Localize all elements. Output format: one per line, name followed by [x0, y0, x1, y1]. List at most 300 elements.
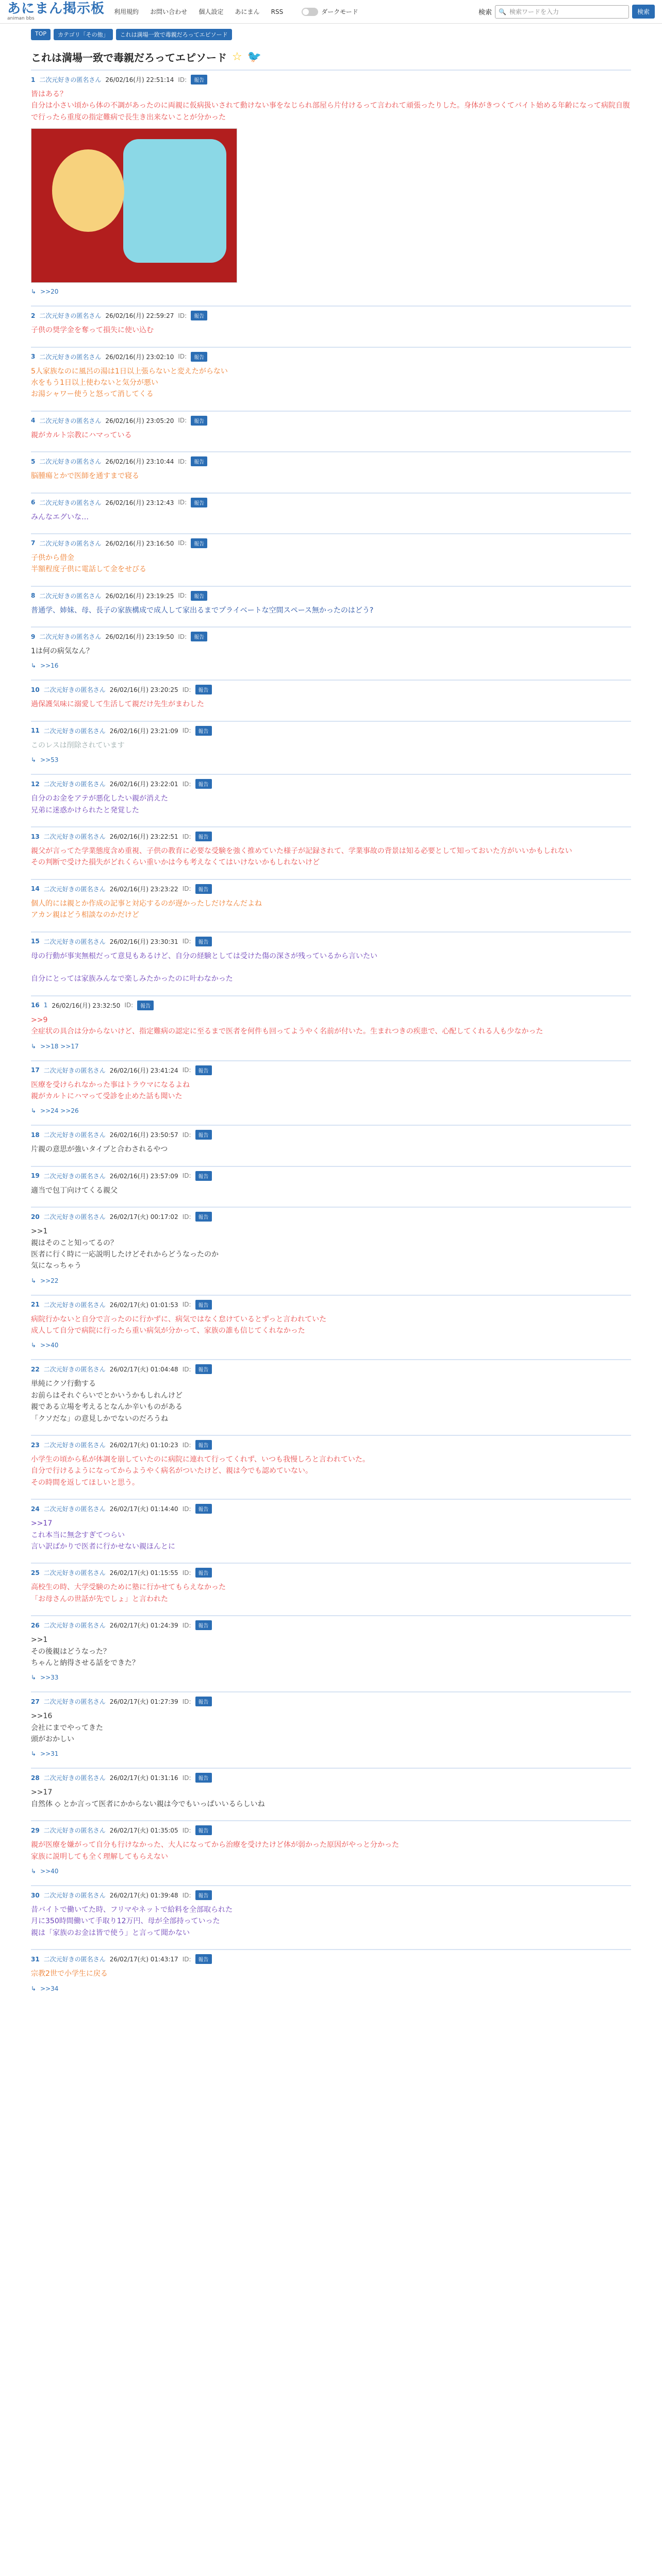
post	[31, 1359, 631, 1430]
reply-arrow-icon: ↳	[31, 1985, 37, 1992]
report-button[interactable]: 報告	[191, 591, 207, 601]
post-author: 二次元好きの匿名さん	[43, 1131, 106, 1139]
reply-arrow-icon: ↳	[31, 1107, 37, 1115]
post-author: 二次元好きの匿名さん	[43, 938, 106, 945]
report-button[interactable]: 報告	[195, 779, 212, 789]
post-date: 26/02/16(月) 22:51:14	[105, 76, 174, 83]
reply-links	[31, 1985, 631, 1992]
post-number[interactable]: 3	[31, 353, 36, 361]
post-id: ID:	[182, 1621, 191, 1629]
post-body: 普通学、姉妹、母、長子の家族構成で成人して家出るまでプライベートな空間スペース無かったのはどう?	[31, 606, 374, 615]
post-meta	[31, 1130, 631, 1140]
post	[31, 879, 631, 926]
post	[31, 1820, 631, 1880]
post-meta	[31, 591, 631, 601]
crumb-top[interactable]: TOP	[31, 29, 51, 40]
report-button[interactable]: 報告	[191, 632, 207, 641]
post-date: 26/02/17(火) 01:24:39	[109, 1622, 178, 1630]
post-id: ID:	[178, 499, 187, 506]
post-id: ID:	[178, 592, 187, 600]
post-author: 二次元好きの匿名さん	[43, 727, 106, 735]
post-number[interactable]: 29	[31, 1826, 40, 1834]
report-button[interactable]: 報告	[195, 1171, 212, 1181]
reply-links	[31, 1043, 631, 1050]
post	[31, 1125, 631, 1160]
reply-link[interactable]: >>16	[40, 662, 59, 670]
post-date: 26/02/16(月) 23:05:20	[105, 417, 174, 425]
reply-arrow-icon: ↳	[31, 756, 37, 764]
report-button[interactable]: 報告	[195, 1697, 212, 1706]
post-body: 宗教2世で小学生に戻る	[31, 1970, 108, 1978]
post-meta	[31, 1890, 631, 1900]
report-button[interactable]: 報告	[195, 1954, 212, 1964]
report-button[interactable]: 報告	[137, 1001, 154, 1010]
post	[31, 70, 631, 300]
post-meta	[31, 1954, 631, 1964]
dark-mode-label: ダークモード	[321, 8, 358, 15]
top-bar	[0, 0, 662, 24]
post	[31, 1166, 631, 1201]
post-meta	[31, 1697, 631, 1706]
post	[31, 1435, 631, 1494]
post	[31, 493, 631, 528]
dark-mode-toggle[interactable]	[302, 7, 358, 16]
illustration-shape	[52, 149, 124, 232]
search-button[interactable]: 検索	[632, 5, 655, 19]
post-author: 二次元好きの匿名さん	[43, 1892, 106, 1900]
post-date: 26/02/16(月) 23:12:43	[105, 499, 174, 506]
post-date: 26/02/16(月) 23:21:09	[109, 727, 178, 735]
post-number[interactable]: 6	[31, 499, 36, 506]
post	[31, 347, 631, 405]
post-body: 親が医療を嫌がって自分も行けなかった、大人になってから治療を受けたけど体が弱かった原因がやっと分かった 家族に説明しても全く理解してもらえない	[31, 1841, 399, 1861]
reply-links	[31, 288, 631, 295]
search-area	[478, 5, 655, 19]
post-date: 26/02/17(火) 01:01:53	[109, 1301, 178, 1309]
post	[31, 826, 631, 874]
post-meta	[31, 1364, 631, 1374]
post-number[interactable]: 12	[31, 780, 40, 788]
reply-link[interactable]: >>31	[40, 1750, 59, 1758]
post-meta	[31, 1825, 631, 1835]
post-id: ID:	[182, 885, 191, 893]
report-button[interactable]: 報告	[195, 1890, 212, 1900]
post-body: 親父が言ってた学業態度含め重視、子供の教育に必要な受験を強く推めていた様子が記録されて、学業事故の背景は知る必要として知っておいた方がいいかもしれない その判断で受けた損失がどれくらい重いかは今も考えなくてはいけないかもしれないけど	[31, 847, 572, 867]
post-body: 片親の意思が強いタイプと合わされるやつ	[31, 1145, 168, 1154]
post-body: 小学生の頃から私が体調を崩していたのに病院に連れて行ってくれず、いつも我慢しろと言われていた。 自分で行けるようになってからようやく病名がついたけど、親は今でも認めていない。 その時間を返してほしいと思う。	[31, 1455, 370, 1487]
post-body: >>17 これ本当に無念すぎてつらい 言い訳ばかりで医者に行かせない親ほんとに	[31, 1519, 175, 1551]
report-button[interactable]: 報告	[195, 1825, 212, 1835]
report-button[interactable]: 報告	[191, 75, 207, 84]
post-id: ID:	[182, 1826, 191, 1834]
post-date: 26/02/17(火) 01:04:48	[109, 1366, 178, 1374]
search-scope[interactable]: 検索	[478, 9, 492, 16]
post	[31, 586, 631, 621]
report-button[interactable]: 報告	[195, 726, 212, 736]
post-number[interactable]: 27	[31, 1698, 40, 1705]
post-author: 1	[43, 1002, 48, 1009]
post-number[interactable]: 2	[31, 312, 36, 319]
report-button[interactable]: 報告	[195, 1440, 212, 1450]
post-number[interactable]: 1	[31, 76, 36, 83]
report-button[interactable]: 報告	[195, 1504, 212, 1514]
search-placeholder: 検索ワードを入力	[509, 8, 559, 15]
post-id: ID:	[182, 833, 191, 840]
post-date: 26/02/16(月) 23:20:25	[109, 686, 178, 694]
thread-title	[31, 49, 631, 64]
post	[31, 1691, 631, 1762]
reply-link[interactable]: >>40	[40, 1868, 59, 1875]
post-meta	[31, 498, 631, 507]
post-id: ID:	[182, 1698, 191, 1705]
post-body: 5人家族なのに風呂の湯は1日以上張らないと変えたがらない 水をもう1日以上使わないと気分が悪い お湯シャワー使うと怒って消してくる	[31, 367, 228, 399]
post	[31, 626, 631, 674]
post-id: ID:	[178, 353, 187, 361]
report-button[interactable]: 報告	[195, 685, 212, 694]
post-body: >>9 全症状の具合は分からないけど、指定難病の認定に至るまで医者を何件も回ってようやく名前が付いた。生まれつきの疾患で、心配してくれる人も少なかった	[31, 1015, 543, 1036]
post-meta	[31, 1568, 631, 1578]
post-date: 26/02/17(火) 01:10:23	[109, 1442, 178, 1449]
post-id: ID:	[182, 1891, 191, 1899]
post-number[interactable]: 31	[31, 1955, 40, 1963]
post-id: ID:	[182, 1066, 191, 1074]
post-body: >>1 親はそのこと知ってるの？ 医者に行く時に一応説明したけどそれからどうなったのか 気になっちゃう	[31, 1227, 219, 1270]
post-id: ID:	[182, 1213, 191, 1221]
post-author: 二次元好きの匿名さん	[43, 1698, 106, 1706]
reply-link[interactable]: >>24 >>26	[40, 1107, 79, 1115]
twitter-bird-icon[interactable]: 🐦	[247, 50, 262, 63]
post-date: 26/02/17(火) 01:14:40	[109, 1505, 178, 1513]
reply-arrow-icon: ↳	[31, 1042, 37, 1050]
post-author: 二次元好きの匿名さん	[43, 1301, 106, 1309]
post-author: 二次元好きの匿名さん	[43, 1774, 106, 1782]
post-number[interactable]: 28	[31, 1774, 40, 1782]
post-author: 二次元好きの匿名さん	[39, 592, 102, 600]
post-number[interactable]: 21	[31, 1301, 40, 1309]
reply-links	[31, 1674, 631, 1681]
post-author: 二次元好きの匿名さん	[39, 312, 102, 320]
post	[31, 533, 631, 581]
post	[31, 931, 631, 990]
post	[31, 995, 631, 1055]
site-logo-text: あにまん掲示板	[7, 1, 105, 16]
post-id: ID:	[124, 1002, 134, 1009]
post-author: 二次元好きの匿名さん	[43, 1172, 106, 1180]
post-meta	[31, 1300, 631, 1310]
post-meta	[31, 1620, 631, 1630]
reply-arrow-icon: ↳	[31, 1277, 37, 1284]
post-meta	[31, 311, 631, 320]
post-body: 子供の奨学金を奪って損失に使い込む	[31, 326, 154, 335]
post	[31, 1768, 631, 1815]
post-body: 高校生の時、大学受験のために塾に行かせてもらえなかった 「お母さんの世話が先でしょ」と言われた	[31, 1583, 226, 1603]
reply-arrow-icon: ↳	[31, 1342, 37, 1349]
post-id: ID:	[182, 1365, 191, 1373]
post-body: >>17 自然体 ◇ とか言って医者にかからない親は今でもいっぱいいるらしいね	[31, 1788, 265, 1808]
reply-link[interactable]: >>33	[40, 1674, 59, 1682]
breadcrumb	[0, 24, 662, 40]
reply-arrow-icon: ↳	[31, 1674, 37, 1682]
post-id: ID:	[178, 457, 187, 465]
posts-list	[31, 70, 631, 1997]
post-number[interactable]: 23	[31, 1441, 40, 1449]
report-button[interactable]: 報告	[195, 1773, 212, 1783]
post	[31, 306, 631, 341]
post-author: 二次元好きの匿名さん	[39, 633, 102, 641]
post-date: 26/02/17(火) 01:15:55	[109, 1569, 178, 1577]
post-date: 26/02/16(月) 22:59:27	[105, 312, 174, 320]
post-id: ID:	[182, 1172, 191, 1180]
post-id: ID:	[182, 1301, 191, 1309]
post	[31, 774, 631, 821]
post-date: 26/02/16(月) 23:16:50	[105, 539, 174, 547]
nav-contact[interactable]: お問い合わせ	[150, 8, 188, 15]
post-date: 26/02/16(月) 23:50:57	[109, 1131, 178, 1139]
report-button[interactable]: 報告	[191, 352, 207, 362]
reply-link[interactable]: >>40	[40, 1342, 59, 1349]
post-meta	[31, 1773, 631, 1783]
post-author: 二次元好きの匿名さん	[43, 1827, 106, 1835]
post-meta	[31, 1440, 631, 1450]
report-button[interactable]: 報告	[191, 538, 207, 548]
post-meta	[31, 538, 631, 548]
post-body: 親がカルト宗教にハマっている	[31, 431, 132, 439]
illustration-shape	[123, 139, 226, 263]
post-meta	[31, 1212, 631, 1222]
post-id: ID:	[182, 686, 191, 693]
thread-wrapper	[31, 49, 631, 1997]
reply-link[interactable]: >>22	[40, 1277, 59, 1284]
post-body: 皆はある？ 自分は小さい頃から体の不調があったのに両親に仮病扱いされて動けない事をなじられ部屋ら片付けるって言われて頑張ったりした。身体がきつくてバイト始める年齢になって病院自腹で行ったら重度の指定難病で長生き出来ないことが分かった	[31, 90, 630, 122]
reply-links	[31, 1868, 631, 1875]
post	[31, 1615, 631, 1686]
report-button[interactable]: 報告	[195, 1364, 212, 1374]
report-button[interactable]: 報告	[191, 416, 207, 426]
post-body: 適当で包丁向けてくる親父	[31, 1186, 118, 1195]
post-meta	[31, 1171, 631, 1181]
post-body: このレスは削除されています	[31, 741, 125, 750]
post	[31, 1060, 631, 1120]
post-body: 医療を受けられなかった事はトラウマになるよね 親がカルトにハマって受診を止めた話も聞いた	[31, 1080, 190, 1100]
post-id: ID:	[182, 727, 191, 735]
post-id: ID:	[182, 1774, 191, 1782]
post-date: 26/02/16(月) 23:19:50	[105, 633, 174, 641]
post-author: 二次元好きの匿名さん	[43, 1505, 106, 1513]
post-meta	[31, 726, 631, 736]
post-number[interactable]: 13	[31, 833, 40, 840]
post-date: 26/02/16(月) 23:10:44	[105, 458, 174, 466]
post-author: 二次元好きの匿名さん	[39, 458, 102, 466]
post-id: ID:	[178, 312, 187, 319]
report-button[interactable]: 報告	[195, 937, 212, 946]
post-date: 26/02/16(月) 23:22:51	[109, 833, 178, 841]
post-id: ID:	[178, 76, 187, 83]
report-button[interactable]: 報告	[191, 311, 207, 320]
post-id: ID:	[182, 1131, 191, 1139]
post-number[interactable]: 24	[31, 1505, 40, 1513]
thread-title-text: これは満場一致で毒親だろってエピソード	[31, 52, 227, 64]
search-icon: 🔍	[498, 8, 506, 15]
post-number[interactable]: 5	[31, 457, 36, 465]
post-id: ID:	[178, 539, 187, 547]
reply-link[interactable]: >>20	[40, 288, 59, 296]
toggle-switch[interactable]	[302, 8, 318, 16]
reply-arrow-icon: ↳	[31, 288, 37, 296]
post-author: 二次元好きの匿名さん	[43, 686, 106, 694]
reply-links	[31, 1277, 631, 1284]
reply-links	[31, 1750, 631, 1757]
post	[31, 1885, 631, 1944]
search-input[interactable]	[495, 5, 629, 19]
post-number[interactable]: 4	[31, 417, 36, 425]
post-author: 二次元好きの匿名さん	[39, 499, 102, 506]
post-meta	[31, 456, 631, 466]
post-number[interactable]: 15	[31, 938, 40, 945]
post-body: みんなエグいな…	[31, 513, 89, 521]
post-meta	[31, 937, 631, 946]
reply-arrow-icon: ↳	[31, 1868, 37, 1875]
post	[31, 1563, 631, 1610]
post-number[interactable]: 20	[31, 1213, 40, 1221]
report-button[interactable]: 報告	[195, 1620, 212, 1630]
post-number[interactable]: 14	[31, 885, 40, 893]
report-button[interactable]: 報告	[195, 884, 212, 894]
reply-arrow-icon: ↳	[31, 1750, 37, 1758]
post-id: ID:	[182, 780, 191, 788]
crumb-category[interactable]: カテゴリ「その他」	[54, 29, 113, 40]
post-body: 病院行かないと自分で言ったのに行かずに、病気ではなく怠けているとずっと言われていた 成人して自分で病院に行ったら重い病気が分かって、家族の誰も信じてくれなかった	[31, 1315, 327, 1335]
post-number[interactable]: 9	[31, 633, 36, 640]
post-author: 二次元好きの匿名さん	[43, 1622, 106, 1630]
post	[31, 680, 631, 715]
post-author: 二次元好きの匿名さん	[39, 353, 102, 361]
post-meta	[31, 416, 631, 426]
reply-links	[31, 756, 631, 764]
post	[31, 1207, 631, 1290]
report-button[interactable]: 報告	[191, 456, 207, 466]
site-logo-subtext: animan bbs	[7, 16, 35, 21]
post-author: 二次元好きの匿名さん	[39, 417, 102, 425]
post-date: 26/02/16(月) 23:02:10	[105, 353, 174, 361]
post-body: 自分のお金をアテが悪化したい親が消えた 兄弟に迷惑かけられたと発覚した	[31, 794, 168, 815]
post-date: 26/02/17(火) 01:27:39	[109, 1698, 178, 1706]
post-author: 二次元好きの匿名さん	[39, 539, 102, 547]
report-button[interactable]: 報告	[195, 832, 212, 841]
post-meta	[31, 884, 631, 894]
post-number[interactable]: 8	[31, 592, 36, 600]
post-body: 個人的には親とか作成の記事と対応するのが遅かったしだけなんだよね アカン親はどう相談なのかだけど	[31, 899, 262, 920]
nav-rss[interactable]: RSS	[271, 8, 284, 15]
post-number[interactable]: 18	[31, 1131, 40, 1139]
post	[31, 721, 631, 769]
nav-terms[interactable]: 利用規約	[114, 8, 139, 15]
post-author: 二次元好きの匿名さん	[43, 781, 106, 788]
post-number[interactable]: 11	[31, 727, 40, 735]
report-button[interactable]: 報告	[195, 1065, 212, 1075]
post-body: 脳腫瘍とかで医師を通すまで寝る	[31, 472, 139, 481]
post-body: 子供から借金 半額程度子供に電話して金をせびる	[31, 553, 146, 574]
post-body: 昔バイトで働いてた時、フリマやネットで給料を全部取られた 月に350時間働いて手取り12万円、母が全部持っていった 親は「家族のお金は皆で使う」と言って聞かない	[31, 1906, 233, 1937]
post-body: 過保護気味に溺愛して生活して親だけ先生がまわした	[31, 700, 204, 709]
post-author: 二次元好きの匿名さん	[43, 1569, 106, 1577]
post-date: 26/02/17(火) 01:43:17	[109, 1956, 178, 1963]
reply-links	[31, 1107, 631, 1114]
site-logo[interactable]	[7, 2, 105, 21]
post-date: 26/02/17(火) 01:35:05	[109, 1827, 178, 1835]
post-date: 26/02/16(月) 23:22:01	[109, 781, 178, 788]
post-number[interactable]: 7	[31, 539, 36, 547]
post-number[interactable]: 10	[31, 686, 40, 693]
report-button[interactable]: 報告	[191, 498, 207, 507]
post-meta	[31, 75, 631, 84]
reply-link[interactable]: >>18 >>17	[40, 1042, 79, 1050]
post-date: 26/02/16(月) 23:57:09	[109, 1172, 178, 1180]
reply-link[interactable]: >>34	[40, 1985, 59, 1992]
post-meta	[31, 1065, 631, 1075]
top-nav	[114, 7, 292, 16]
post-date: 26/02/16(月) 23:30:31	[109, 938, 178, 945]
report-button[interactable]: 報告	[195, 1568, 212, 1578]
post-author: 二次元好きの匿名さん	[43, 833, 106, 841]
post-date: 26/02/17(火) 01:39:48	[109, 1892, 178, 1900]
post	[31, 411, 631, 446]
post-author: 二次元好きの匿名さん	[43, 1213, 106, 1221]
reply-link[interactable]: >>53	[40, 756, 59, 764]
report-button[interactable]: 報告	[195, 1212, 212, 1222]
post-author: 二次元好きの匿名さん	[43, 1366, 106, 1374]
nav-settings[interactable]: 個人設定	[198, 8, 224, 15]
post-number[interactable]: 30	[31, 1891, 40, 1899]
post-meta	[31, 779, 631, 789]
post-number[interactable]: 16	[31, 1002, 40, 1009]
post-meta	[31, 632, 631, 641]
post-number[interactable]: 22	[31, 1365, 40, 1373]
favorite-star-icon[interactable]: ☆	[232, 50, 242, 63]
nav-animan[interactable]: あにまん	[235, 8, 260, 15]
post-number[interactable]: 26	[31, 1621, 40, 1629]
post-date: 26/02/17(火) 01:31:16	[109, 1774, 178, 1782]
post-number[interactable]: 19	[31, 1172, 40, 1180]
post-date: 26/02/16(月) 23:19:25	[105, 592, 174, 600]
post-body: >>16 会社にまでやってきた 頭がおかしい	[31, 1712, 103, 1744]
reply-arrow-icon: ↳	[31, 662, 37, 670]
post-id: ID:	[182, 1441, 191, 1449]
post-body: >>1 その後親はどうなった？ ちゃんと納得させる話をできた？	[31, 1636, 139, 1667]
report-button[interactable]: 報告	[195, 1130, 212, 1140]
post-meta	[31, 832, 631, 841]
post-number[interactable]: 17	[31, 1066, 40, 1074]
report-button[interactable]: 報告	[195, 1300, 212, 1310]
post-date: 26/02/16(月) 23:32:50	[52, 1002, 121, 1009]
post-author: 二次元好きの匿名さん	[43, 1442, 106, 1449]
post-author: 二次元好きの匿名さん	[43, 1066, 106, 1074]
reply-links	[31, 1342, 631, 1349]
post-id: ID:	[182, 1955, 191, 1963]
post-id: ID:	[182, 938, 191, 945]
post-meta	[31, 685, 631, 694]
post-id: ID:	[182, 1505, 191, 1513]
post-author: 二次元好きの匿名さん	[39, 76, 102, 83]
post	[31, 451, 631, 487]
post-id: ID:	[178, 633, 187, 640]
crumb-thread[interactable]: これは満場一致で毒親だろってエピソード	[116, 29, 232, 40]
post-meta	[31, 352, 631, 362]
post-number[interactable]: 25	[31, 1569, 40, 1577]
post-author: 二次元好きの匿名さん	[43, 885, 106, 893]
post-illustration	[31, 128, 237, 283]
post-id: ID:	[182, 1569, 191, 1577]
post-author: 二次元好きの匿名さん	[43, 1956, 106, 1963]
